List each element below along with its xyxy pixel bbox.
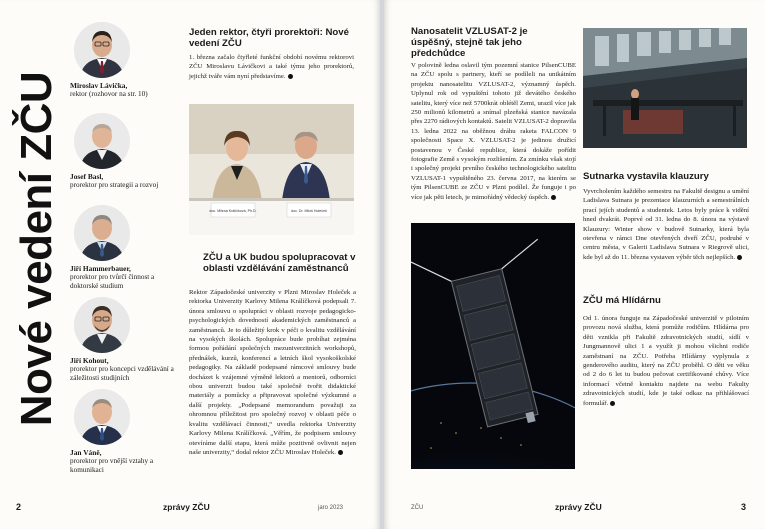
photo-nameplate-left: doc. Milena Králíčková, Ph.D. <box>209 209 257 213</box>
person-name: Jiří Kohout, <box>70 356 109 365</box>
person-card-prorektor-strategie <box>70 113 180 190</box>
portrait-photo <box>74 297 130 353</box>
person-name: Josef Basl, <box>70 172 104 181</box>
article-headline: Sutnarka vystavila klauzury <box>583 171 709 182</box>
page-number: 2 <box>16 502 22 512</box>
person-name: Miroslav Lávička, <box>70 81 128 90</box>
exhibition-photo <box>583 28 747 148</box>
person-name: Jiří Hammerbauer, <box>70 264 131 273</box>
portrait-photo <box>74 113 130 169</box>
page-number: 3 <box>741 502 747 512</box>
article-body: Vyvrcholením každého semestru na Fakultě designu a umění Ladislava Sutnara je prezentace klauzurních a semestrálních prací jejích studentů a studentek. Letos byly práce k vidění hned dvakrát. Poprvé od 31. ledna do 8. února na výstavě Klauzury: Winter show v budově Sutnarky, která byla otevřena v rámci Dne otevřených dveří ZČU, podruhé v centru města, v Galerii Ladislava Sutnara v Riegrově ulici, kde byl až do 11. března vystaven výběr těch nejlepších. <box>583 188 749 261</box>
article-body: Rektor Západočeské univerzity v Plzni Miroslav Holeček a rektorka Univerzity Karlovy Milena Králíčková podepsali 7. února smlouvu o spolupráci v oblasti rozvoje pedagogicko-psychologických dovedností akademických zaměstnanců a zaměstnanců. Je to důležitý krok v péči o kvalitu vzdělávání na vysokých školách. Spolupráce bude probíhat zejména formou pořádání společných mezuniverzitních workshopů, přednášek, kurzů, konferencí a letních škol vysokoškolské pedagogiky. Na základě podepsané rámcové smlouvy bude docházet k vzájemné výměně lektorů a mentorů, odborníci obou univerzit budou také společně tvořit didaktické materiály a pomůcky a připravovat společné výzkumné a další projekty. „Podepsané memorandum považuji za ohromnou příležitost pro společný rozvoj v oblasti péče o kvalitu vzdělávací činnosti,“ uvedla rektorka Univerzity Karlovy Milena Králíčková. „Věřím, že podpisem smlouvy otevíráme další etapu, která může pozitivně ovlivnit nejen naše univerzity,“ dodal rektor ZČU Miroslav Holeček. <box>189 289 356 456</box>
portrait-photo <box>74 22 130 78</box>
vertical-title: Nové vedení ZČU <box>12 71 61 427</box>
magazine-name: zprávy ZČU <box>555 502 602 512</box>
article-headline: ZČU má Hlídárnu <box>583 295 661 306</box>
portrait-photo <box>74 389 130 445</box>
magazine-name: zprávy ZČU <box>163 502 210 512</box>
person-role: rektor (rozhovor na str. 10) <box>70 90 148 98</box>
person-card-prorektor-vnejsi-vztahy <box>70 389 180 475</box>
issue-label: jaro 2023 <box>318 505 344 511</box>
person-role: prorektor pro vnější vztahy a komunikaci <box>70 457 154 474</box>
article-body: Od 1. února funguje na Západočeské univerzitě v pilotním provozu nová služba, která pomůže rodičům. Hlídárna pro děti vznikla při Fakultě zdravotnických studií, sídlí v Jungmannově ulici 1 a využít ji mohou všichni rodiče zaměstnaní na ZČU. Potřeba Hlídárny vyplynula z genderového auditu, který na ZČU proběhl. O děti ve věku od 2 do 6 let tu budou pečovat certifikované chůvy. Více informací včetně kontaktu najdete na webu Fakulty zdravotnických studií, kde je také odkaz na přihlášovací formulář. <box>583 315 749 407</box>
footer-label: ZČU <box>411 505 424 511</box>
photo-nameplate-right: doc. Dr. Miloš Holeček <box>291 209 327 213</box>
article-headline: ZČU a UK budou spolupracovat v oblasti vzdělávání zaměstnanců <box>203 252 356 274</box>
person-card-prorektor-tvurci-cinnost <box>70 205 180 291</box>
person-card-rektor <box>70 22 180 99</box>
person-role: prorektor pro koncepci vzdělávání a záležitosti studijních <box>70 365 174 382</box>
article-body: V polovině ledna oslavil tým pozemní stanice PilsenCUBE na ZČU spolu s partnery, kteří se podíleli na unikátním projektu nanosatelitu VZLUSAT-2, významný úspěch. Uplynul rok od vypuštění tohoto již devátého českého satelitu, který více než 5700krát oblétěl Zemi, urazil více jak 250 milionů kilometrů a snímal plzeňská stanice navázala přes 2270 rádiových kontaktů. Satelit VZLUSAT-2 dopravila 13. ledna 2022 na oběžnou dráhu raketa FALCON 9 společnosti Space X. VZLUSAT-2 je jedinou družicí postavenou v České republice, která dokáže pořídit fotografie Země s vysokým rozlišením. Za zmínku však stojí i společný projekt prvního českého technologického satelitu VZLUSAT-1 vypuštěného 23. června 2017, na kterém se tým PilsenCUBE ze ZČU v Plzni podílel. Že funguje i po více jak pěti letech, je mimořádný vědecký úspěch. <box>411 62 576 201</box>
article-body: 1. března začalo čtyřleté funkční období novému rektorovi ZČU Miroslavu Lávičkovi a také týmu jeho prorektorů, jejichž tváře vám nyní představíme. <box>189 54 354 80</box>
satellite-photo <box>411 223 575 469</box>
person-name: Jan Váně, <box>70 448 102 457</box>
signing-photo <box>189 104 354 235</box>
portrait-photo <box>74 205 130 261</box>
person-card-prorektor-vzdelavani <box>70 297 180 383</box>
person-role: prorektor pro tvůrčí činnost a doktorské studium <box>70 273 155 290</box>
article-headline: Nanosatelit VZLUSAT-2 je úspěšný, stejně tak jeho předchůdce <box>411 26 528 59</box>
left-page <box>0 0 380 529</box>
person-role: prorektor pro strategii a rozvoj <box>70 181 159 189</box>
article-headline: Jeden rektor, čtyři prorektoři: Nové vedení ZČU <box>189 27 349 49</box>
